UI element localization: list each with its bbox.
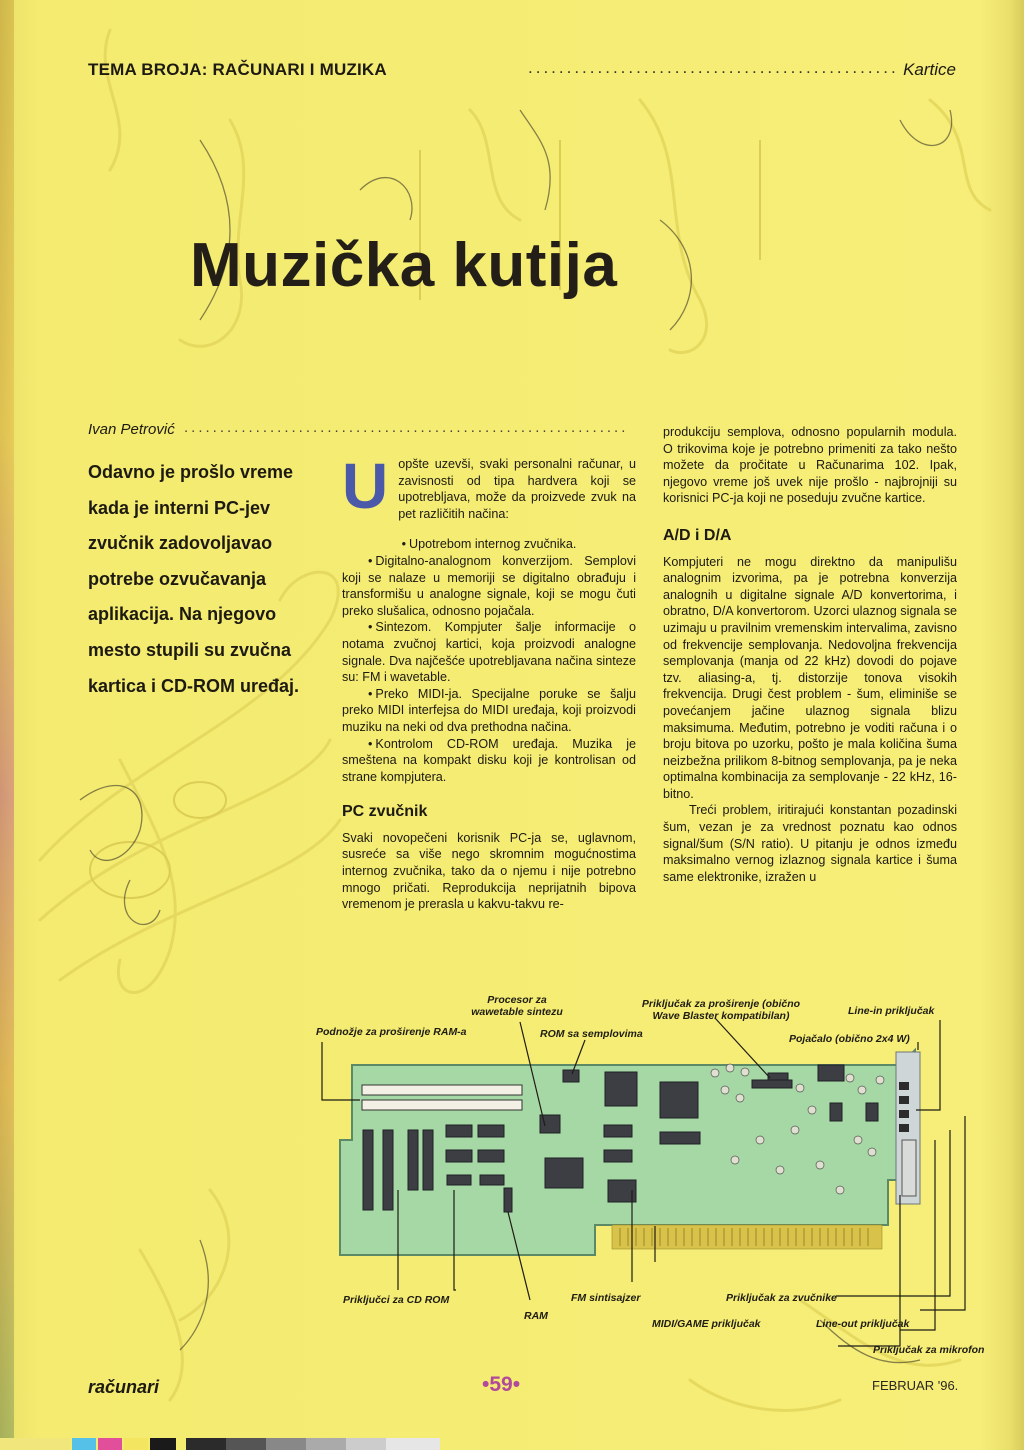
lead-paragraph: Odavno je prošlo vreme kada je interni PC-jev zvučnik zadovoljavao potrebe ozvučavanja aplikacija. Na njegovo mesto stupili su zvučna kartica i CD-ROM uređaj.: [88, 462, 300, 696]
bullet-item: • Kontrolom CD-ROM uređaja. Muzika je smeštena na kompakt disku koji je kontrolisan od strane kompjutera.: [342, 736, 636, 784]
label-line-out: Line-out priključak: [816, 1318, 910, 1330]
label-midi: MIDI/GAME priključak: [652, 1318, 761, 1330]
label-rom: ROM sa semplovima: [540, 1028, 643, 1040]
label-pojacalo: Pojačalo (obično 2x4 W): [789, 1033, 910, 1045]
continued-paragraph: produkciju semplova, odnosno popularnih modula. O trikovima koje je potrebno primeniti za tako nešto možete da pročitate u Računarima 102. Ipak, njegovo vreme još uvek nije prošlo - najbrojniji su korisnici PC-ja koji ne poseduju zvučne kartice.: [663, 425, 957, 506]
issue-date: FEBRUAR '96.: [872, 1378, 959, 1393]
column-right: [663, 424, 957, 885]
drop-cap: U: [342, 450, 389, 522]
author-name: Ivan Petrović: [88, 421, 175, 438]
label-cd-rom: Priključci za CD ROM: [343, 1294, 450, 1306]
magazine-logo: računari: [88, 1377, 160, 1397]
label-prosirenje: Priključak za proširenje (obično Wave Blaster kompatibilan): [641, 998, 801, 1022]
printer-color-bar: [0, 1438, 460, 1450]
label-mikrofon: Priključak za mikrofon: [873, 1344, 985, 1356]
column-middle: [342, 450, 637, 913]
label-zvucnike: Priključak za zvučnike: [726, 1292, 837, 1304]
author-line: [88, 421, 633, 445]
label-podnozje: Podnožje za proširenje RAM-a: [316, 1026, 467, 1038]
label-line-in: Line-in priključak: [848, 1005, 935, 1017]
ad-paragraph-2: Treći problem, iritirajući konstantan pozadinski šum, vezan je za vrednost poznatu kao odnos signal/šum (S/N ratio). U pitanju je odnos između maksimalno vernog izlaznog signala kartice i šuma same elektronike, izražen u: [663, 803, 957, 884]
intro-text: opšte uzevši, svaki personalni računar, u zavisnosti od tipa hardvera koji se upotrebljava, može da proizvede zvuk na pet različitih načina:: [398, 457, 636, 521]
sound-card-figure: [0, 990, 1024, 1370]
bullet-item: • Preko MIDI-ja. Specijalne poruke se šalju preko MIDI interfejsa do MIDI uređaja, koji proizvodi muziku na neki od dva prethodna načina.: [342, 686, 636, 734]
section-title: TEMA BROJA: RAČUNARI I MUZIKA: [88, 60, 387, 79]
running-header: [88, 58, 956, 86]
ad-paragraph: Kompjuteri ne mogu direktno da manipulišu analognim izvorima, pa je potrebna konverzija analognih u digitalne signale A/D konvertorima, i obratno, D/A konvertorom. Uzorci ulaznog signala se uzimaju u pravilnim vremenskim intervalima, zavisno od frekvencije semplovanja. Nedovoljna frekvencija semplovanja (manja od 22 kHz) dovodi do pojave tzv. aliasing-a, tj. distorzije tonova visokih frekvencija. Drugi čest problem - šum, eliminiše se povećanjem jačine ulaznog signala blizu maksimuma. Međutim, potrebno je voditi računa i o broju bitova po uzorku, pošto je mala količina šuma neizbežna prilikom 8-bitnog semplovanja, pa je neka optimalna kombinacija za semplovanje - 22 kHz, 16-bitno.: [663, 554, 958, 801]
page-number: •59•: [482, 1373, 521, 1396]
label-ram: RAM: [524, 1310, 548, 1322]
header-leader-dots: ................................................: [528, 58, 899, 77]
bullet-item: • Sintezom. Kompjuter šalje informacije o notama zvučnoj kartici, koja proizvodi analogne signale. Dva najčešće upotrebljavana načina sinteze su: FM i wavetable.: [342, 620, 636, 685]
pc-paragraph: Svaki novopečeni korisnik PC-ja se, uglavnom, susreće sa više nego skromnim mogućnostima internog zvučnika, tako da o njemu i nije potrebno mnogo pričati. Reprodukcija neprijatnih bipova vremenom je prerasla u kakvu-takvu re-: [342, 830, 636, 912]
section-heading: PC zvučnik: [342, 803, 428, 821]
category-label: Kartice: [903, 60, 956, 79]
bullet-item: • Digitalno-analognom konverzijom. Semplovi koji se nalaze u memoriji se digitalno obrađuju i transformišu u analogne signale, koji se mogu čuti preko slušalica, odnosno pojačala.: [342, 553, 637, 618]
section-heading: A/D i D/A: [663, 526, 732, 544]
bullet-item: • Upotrebom internog zvučnika.: [401, 537, 577, 552]
spacer: [342, 522, 636, 536]
label-procesor: Procesor za wawetable sintezu: [471, 994, 563, 1018]
label-fm: FM sintisajzer: [571, 1292, 641, 1304]
article-title: Muzička kutija: [190, 231, 618, 300]
intro-paragraph: [342, 450, 636, 522]
author-leader-dots: ..............................................................: [184, 419, 629, 436]
sound-card-illustration: [0, 990, 1024, 1370]
